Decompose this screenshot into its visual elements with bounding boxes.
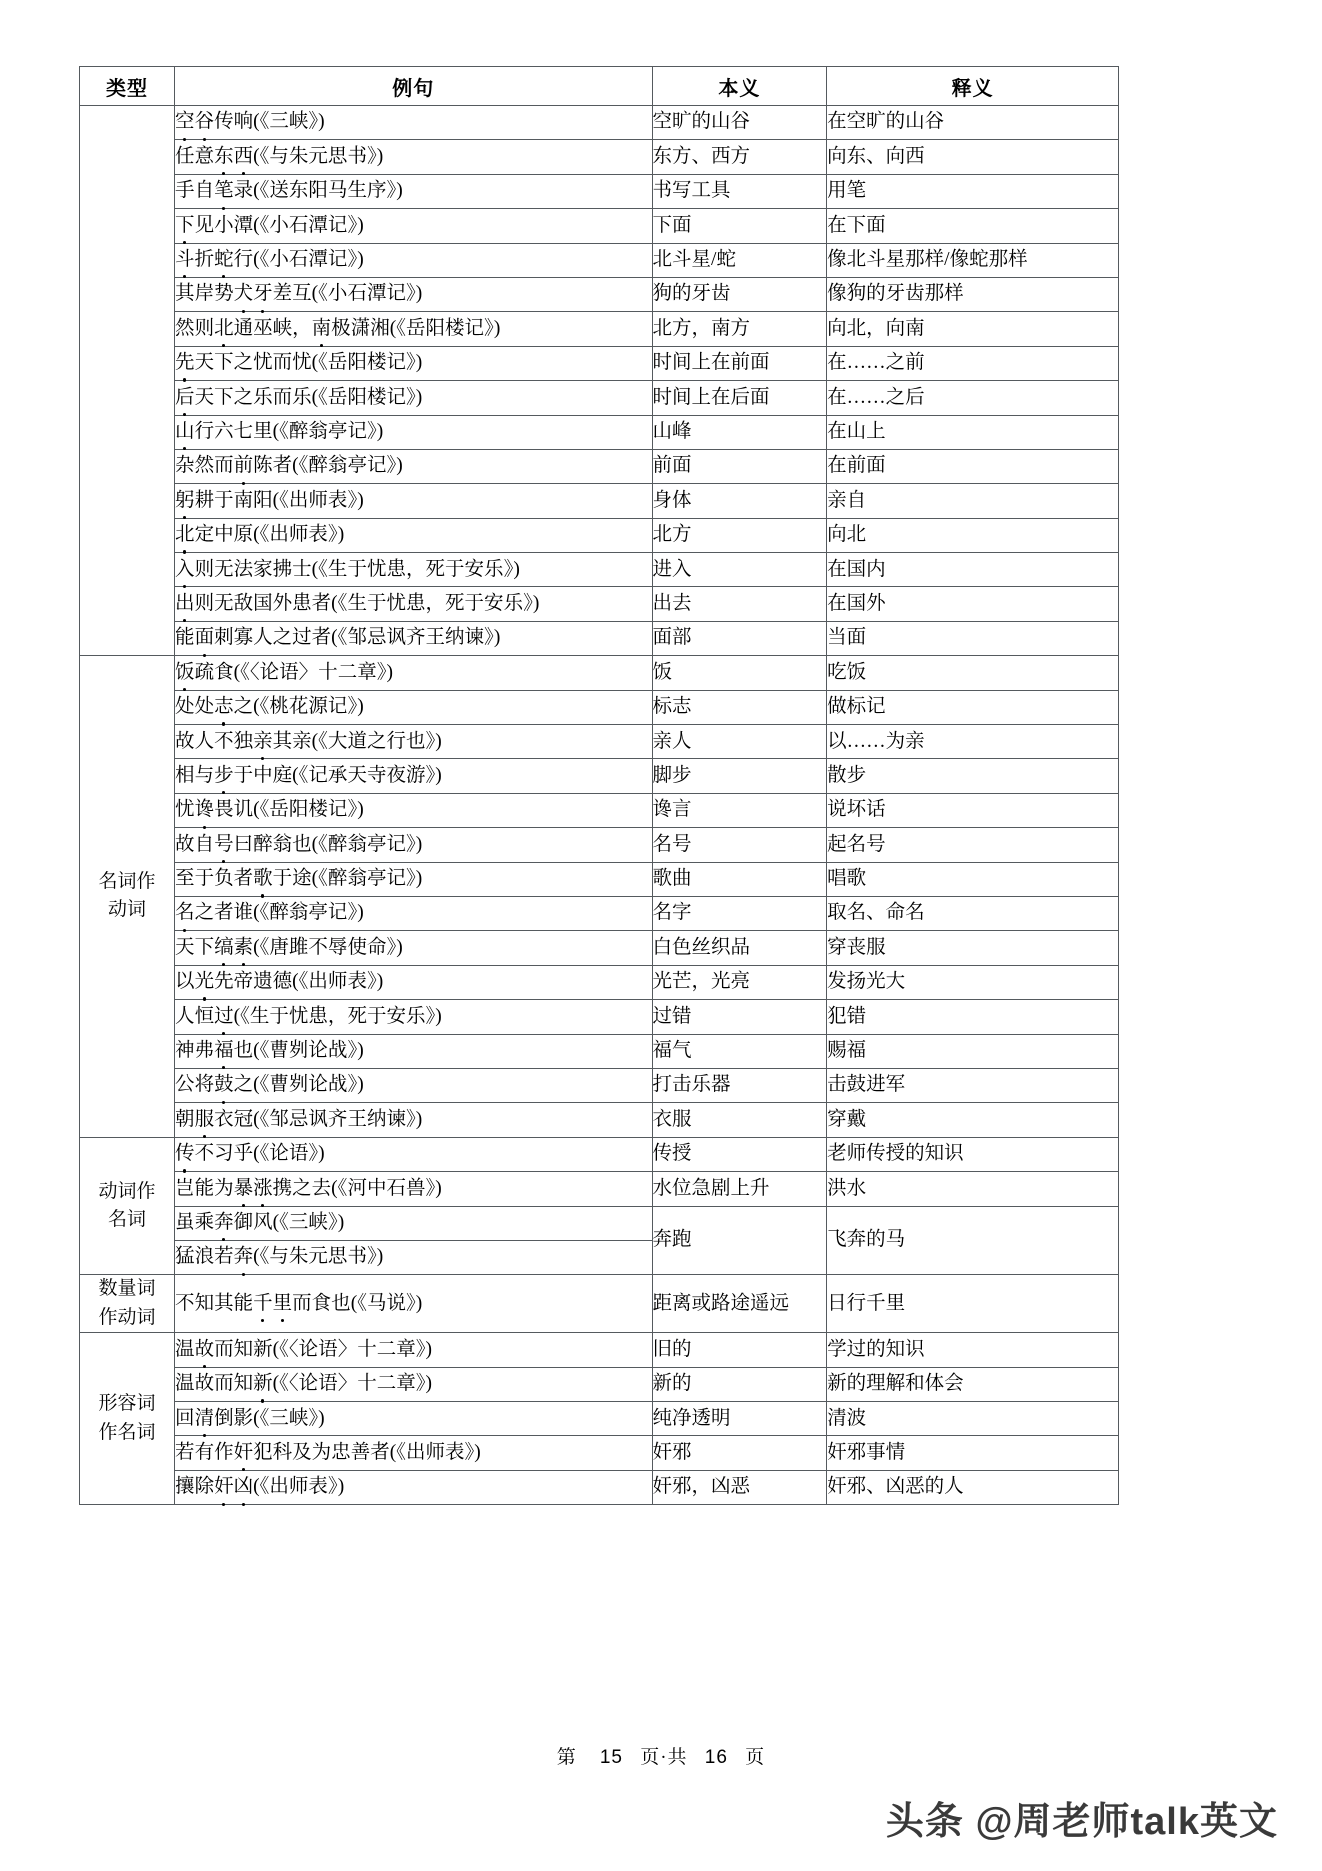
explanation-cell: 像狗的牙齿那样 [827, 277, 1119, 311]
table-row [80, 1402, 1119, 1436]
page-footer [0, 1742, 1322, 1769]
table-row [80, 1333, 1119, 1367]
explanation-cell: 奸邪、凶恶的人 [827, 1470, 1119, 1504]
table-row [80, 553, 1119, 587]
table-row [80, 106, 1119, 140]
table-row [80, 140, 1119, 174]
example-cell: 至于负者歌于途(《醉翁亭记》) [175, 862, 652, 896]
original-meaning-cell: 距离或路途遥远 [652, 1275, 827, 1333]
explanation-cell: 穿丧服 [827, 931, 1119, 965]
original-meaning-cell: 面部 [652, 621, 827, 655]
footer-total-pages: 16 [704, 1747, 728, 1768]
footer-prefix: 第 [556, 1747, 577, 1768]
original-meaning-cell: 进入 [652, 553, 827, 587]
explanation-cell: 唱歌 [827, 862, 1119, 896]
emphasis-dot-char: 出 [175, 592, 195, 614]
table-row [80, 1000, 1119, 1034]
emphasis-dot-char: 山 [175, 421, 195, 442]
example-cell: 躬耕于南阳(《出师表》) [175, 484, 652, 518]
emphasis-dot-char: 饭 [175, 661, 195, 683]
original-meaning-cell: 东方、西方 [652, 140, 827, 174]
type-label-line: 数量词 [98, 1278, 156, 1300]
original-meaning-cell: 北方，南方 [652, 312, 827, 346]
explanation-cell: 向北 [827, 518, 1119, 552]
emphasis-dot-char: 素 [233, 936, 254, 958]
emphasis-dot-char: 缟 [214, 936, 234, 958]
explanation-cell: 吃饭 [827, 656, 1119, 690]
emphasis-dot-char: 北 [175, 524, 195, 546]
emphasis-dot-char: 千 [253, 1292, 273, 1314]
table-row [80, 828, 1119, 862]
explanation-cell: 取名、命名 [827, 896, 1119, 930]
original-meaning-cell: 亲人 [652, 725, 827, 759]
table-row [80, 759, 1119, 793]
example-cell: 温故而知新(《〈论语〉十二章》) [175, 1333, 652, 1367]
example-cell: 然则北通巫峡，南极潇湘(《岳阳楼记》) [175, 312, 652, 346]
type-label-line: 作名词 [98, 1421, 156, 1443]
header-type: 类型 [80, 67, 175, 106]
example-cell: 以光先帝遗德(《出师表》) [175, 965, 652, 999]
example-cell: 北定中原(《出师表》) [175, 518, 652, 552]
emphasis-dot-char: 名 [175, 902, 195, 924]
original-meaning-cell: 饭 [652, 656, 827, 690]
example-cell: 回清倒影(《三峡》) [175, 1402, 652, 1436]
emphasis-dot-char: 牙 [253, 283, 273, 305]
header-original-meaning: 本义 [652, 67, 827, 106]
table-row [80, 346, 1119, 380]
explanation-cell: 犯错 [827, 1000, 1119, 1034]
example-cell: 温故而知新(《〈论语〉十二章》) [175, 1367, 652, 1401]
emphasis-dot-char: 鼓 [214, 1074, 234, 1096]
table-row [80, 1068, 1119, 1102]
example-cell: 猛浪若奔(《与朱元思书》) [175, 1240, 652, 1274]
original-meaning-cell: 北斗星/蛇 [652, 243, 827, 277]
original-meaning-cell: 新的 [652, 1367, 827, 1401]
explanation-cell: 奸邪事情 [827, 1436, 1119, 1470]
table-row [80, 277, 1119, 311]
original-meaning-cell: 旧的 [652, 1333, 827, 1367]
original-meaning-cell: 纯净透明 [652, 1402, 827, 1436]
explanation-cell: 在国内 [827, 553, 1119, 587]
table-row [80, 1172, 1119, 1206]
emphasis-dot-char: 福 [214, 1040, 234, 1062]
example-cell: 故自号曰醉翁也(《醉翁亭记》) [175, 828, 652, 862]
explanation-cell: 在空旷的山谷 [827, 106, 1119, 140]
type-label-line: 名词 [108, 1209, 147, 1230]
original-meaning-cell: 名号 [652, 828, 827, 862]
emphasis-dot-char: 过 [214, 1005, 234, 1027]
original-meaning-cell: 水位急剧上升 [652, 1172, 827, 1206]
example-cell: 山行六七里(《醉翁亭记》) [175, 415, 652, 449]
type-label-line: 名词作 [98, 870, 156, 892]
table-row [80, 484, 1119, 518]
table-row [80, 656, 1119, 690]
table-row [80, 1436, 1119, 1470]
emphasis-dot-char: 躬 [175, 489, 195, 511]
explanation-cell: 向东、向西 [827, 140, 1119, 174]
emphasis-dot-char: 传 [175, 1143, 195, 1165]
original-meaning-cell: 白色丝织品 [652, 931, 827, 965]
table-row [80, 1137, 1119, 1171]
example-cell: 手自笔录(《送东阳马生序》) [175, 174, 652, 208]
table-row [80, 793, 1119, 827]
explanation-cell: 说坏话 [827, 793, 1119, 827]
table-row [80, 1034, 1119, 1068]
header-explanation: 释义 [827, 67, 1119, 106]
example-cell: 先天下之忧而忧(《岳阳楼记》) [175, 346, 652, 380]
table-row [80, 1103, 1119, 1137]
explanation-cell: 清波 [827, 1402, 1119, 1436]
emphasis-dot-char: 笔 [214, 180, 234, 202]
example-cell: 天下缟素(《唐雎不辱使命》) [175, 931, 652, 965]
type-cell [80, 656, 175, 1137]
type-cell [80, 106, 175, 656]
emphasis-dot-char: 南 [311, 317, 332, 339]
example-cell: 传不习乎(《论语》) [175, 1137, 652, 1171]
explanation-cell: 日行千里 [827, 1275, 1119, 1333]
emphasis-dot-char: 下 [175, 214, 195, 236]
table-row [80, 931, 1119, 965]
explanation-cell: 赐福 [827, 1034, 1119, 1068]
emphasis-dot-char: 亲 [253, 730, 273, 752]
example-cell: 名之者谁(《醉翁亭记》) [175, 896, 652, 930]
explanation-cell: 在国外 [827, 587, 1119, 621]
emphasis-dot-char: 北 [214, 317, 234, 339]
example-cell: 斗折蛇行(《小石潭记》) [175, 243, 652, 277]
explanation-cell: 像北斗星那样/像蛇那样 [827, 243, 1119, 277]
table-row [80, 415, 1119, 449]
emphasis-dot-char: 奔 [214, 1211, 234, 1233]
footer-page-number: 15 [599, 1747, 623, 1768]
footer-middle: 页·共 [640, 1747, 688, 1768]
explanation-cell: 起名号 [827, 828, 1119, 862]
example-cell: 空谷传响(《三峡》) [175, 106, 652, 140]
example-cell: 杂然而前陈者(《醉翁亭记》) [175, 449, 652, 483]
header-row [80, 67, 1119, 106]
original-meaning-cell: 空旷的山谷 [652, 106, 827, 140]
explanation-cell: 向北，向南 [827, 312, 1119, 346]
header-example: 例句 [175, 67, 652, 106]
table-body [80, 106, 1119, 1505]
original-meaning-cell: 奸邪，凶恶 [652, 1470, 827, 1504]
original-meaning-cell: 出去 [652, 587, 827, 621]
example-cell: 故人不独亲其亲(《大道之行也》) [175, 725, 652, 759]
emphasis-dot-char: 奸 [214, 1476, 234, 1498]
emphasis-dot-char: 歌 [253, 868, 273, 890]
original-meaning-cell: 打击乐器 [652, 1068, 827, 1102]
table-row [80, 1470, 1119, 1504]
explanation-cell: 在……之后 [827, 381, 1119, 415]
emphasis-dot-char: 步 [214, 764, 234, 786]
explanation-cell: 在山上 [827, 415, 1119, 449]
emphasis-dot-char: 号 [214, 833, 234, 855]
word-usage-table [79, 66, 1119, 1505]
original-meaning-cell: 前面 [652, 449, 827, 483]
original-meaning-cell: 光芒，光亮 [652, 965, 827, 999]
emphasis-dot-char: 清 [194, 1407, 215, 1429]
emphasis-dot-char: 斗 [175, 249, 195, 271]
emphasis-dot-char: 凶 [233, 1476, 254, 1498]
original-meaning-cell: 北方 [652, 518, 827, 552]
explanation-cell: 新的理解和体会 [827, 1367, 1119, 1401]
original-meaning-cell: 衣服 [652, 1103, 827, 1137]
original-meaning-cell: 时间上在后面 [652, 381, 827, 415]
emphasis-dot-char: 暴 [233, 1177, 254, 1199]
emphasis-dot-char: 涨 [253, 1177, 273, 1199]
table-row [80, 965, 1119, 999]
emphasis-dot-char: 蛇 [214, 249, 234, 271]
example-cell: 公将鼓之(《曹刿论战》) [175, 1068, 652, 1102]
watermark: 头条 @周老师talk英文 [885, 1801, 1278, 1843]
explanation-cell: 在……之前 [827, 346, 1119, 380]
example-cell: 不知其能千里而食也(《马说》) [175, 1275, 652, 1333]
emphasis-dot-char: 面 [194, 627, 215, 649]
type-cell [80, 1333, 175, 1505]
example-cell: 下见小潭(《小石潭记》) [175, 209, 652, 243]
original-meaning-cell: 谗言 [652, 793, 827, 827]
table-row [80, 1367, 1119, 1401]
explanation-cell: 洪水 [827, 1172, 1119, 1206]
type-cell [80, 1137, 175, 1275]
original-meaning-cell: 福气 [652, 1034, 827, 1068]
explanation-cell: 用笔 [827, 174, 1119, 208]
table-row [80, 449, 1119, 483]
table-row [80, 896, 1119, 930]
explanation-cell: 在下面 [827, 209, 1119, 243]
example-cell: 其岸势犬牙差互(《小石潭记》) [175, 277, 652, 311]
original-meaning-cell: 标志 [652, 690, 827, 724]
example-cell: 任意东西(《与朱元思书》) [175, 140, 652, 174]
table-row [80, 621, 1119, 655]
emphasis-dot-char: 西 [233, 145, 254, 167]
example-cell: 出则无敌国外患者(《生于忧患，死于安乐》) [175, 587, 652, 621]
original-meaning-cell: 狗的牙齿 [652, 277, 827, 311]
original-meaning-cell: 山峰 [652, 415, 827, 449]
example-cell: 人恒过(《生于忧患，死于安乐》) [175, 1000, 652, 1034]
type-label-line: 形容词 [98, 1393, 156, 1415]
emphasis-dot-char: 奸 [233, 1441, 254, 1463]
original-meaning-cell: 身体 [652, 484, 827, 518]
explanation-cell: 做标记 [827, 690, 1119, 724]
example-cell: 朝服衣冠(《邹忌讽齐王纳谏》) [175, 1103, 652, 1137]
example-cell: 能面刺寡人之过者(《邹忌讽齐王纳谏》) [175, 621, 652, 655]
example-cell: 虽乘奔御风(《三峡》) [175, 1206, 652, 1240]
table-row [80, 174, 1119, 208]
original-meaning-cell: 名字 [652, 896, 827, 930]
table-row [80, 587, 1119, 621]
example-cell: 忧谗畏讥(《岳阳楼记》) [175, 793, 652, 827]
emphasis-dot-char: 光 [194, 971, 215, 993]
example-cell: 若有作奸犯科及为忠善者(《出师表》) [175, 1436, 652, 1470]
original-meaning-cell: 过错 [652, 1000, 827, 1034]
explanation-cell: 学过的知识 [827, 1333, 1119, 1367]
original-meaning-cell: 传授 [652, 1137, 827, 1171]
original-meaning-cell: 下面 [652, 209, 827, 243]
emphasis-dot-char: 前 [233, 455, 254, 477]
example-cell: 神弗福也(《曹刿论战》) [175, 1034, 652, 1068]
emphasis-dot-char: 里 [272, 1292, 293, 1314]
original-meaning-cell: 书写工具 [652, 174, 827, 208]
emphasis-dot-char: 故 [194, 1338, 215, 1360]
table-row [80, 381, 1119, 415]
original-meaning-cell: 奔跑 [652, 1206, 827, 1275]
type-cell [80, 1275, 175, 1333]
original-meaning-cell: 歌曲 [652, 862, 827, 896]
original-meaning-cell: 时间上在前面 [652, 346, 827, 380]
table-row [80, 209, 1119, 243]
emphasis-dot-char: 先 [175, 352, 195, 374]
table-row [80, 1275, 1119, 1333]
example-cell: 攘除奸凶(《出师表》) [175, 1470, 652, 1504]
example-cell: 后天下之乐而乐(《岳阳楼记》) [175, 381, 652, 415]
table-row [80, 690, 1119, 724]
emphasis-dot-char: 后 [175, 386, 195, 408]
table-row [80, 312, 1119, 346]
table-row [80, 1206, 1119, 1240]
explanation-cell: 击鼓进军 [827, 1068, 1119, 1102]
explanation-cell: 亲自 [827, 484, 1119, 518]
emphasis-dot-char: 服 [194, 1108, 215, 1130]
table-row [80, 862, 1119, 896]
example-cell: 相与步于中庭(《记承天寺夜游》) [175, 759, 652, 793]
original-meaning-cell: 脚步 [652, 759, 827, 793]
type-label-line: 动词作 [98, 1180, 156, 1202]
emphasis-dot-char: 新 [253, 1373, 273, 1395]
table-header [80, 67, 1119, 106]
emphasis-dot-char: 谗 [194, 799, 215, 821]
type-label-line: 动词 [108, 899, 147, 921]
type-label-line: 作动词 [98, 1306, 156, 1328]
explanation-cell: 在前面 [827, 449, 1119, 483]
table-row [80, 243, 1119, 277]
example-cell: 入则无法家拂士(《生于忧患，死于安乐》) [175, 553, 652, 587]
explanation-cell: 老师传授的知识 [827, 1137, 1119, 1171]
emphasis-dot-char: 空 [175, 111, 195, 133]
emphasis-dot-char: 谷 [194, 111, 215, 133]
emphasis-dot-char: 奔 [233, 1246, 254, 1268]
emphasis-dot-char: 犬 [233, 283, 254, 305]
table-row [80, 725, 1119, 759]
explanation-cell: 穿戴 [827, 1103, 1119, 1137]
explanation-cell: 散步 [827, 759, 1119, 793]
example-cell: 处处志之(《桃花源记》) [175, 690, 652, 724]
explanation-cell: 当面 [827, 621, 1119, 655]
example-cell: 饭疏食(《〈论语〉十二章》) [175, 656, 652, 690]
original-meaning-cell: 奸邪 [652, 1436, 827, 1470]
emphasis-dot-char: 志 [214, 696, 234, 718]
explanation-cell: 以……为亲 [827, 725, 1119, 759]
explanation-cell: 飞奔的马 [827, 1206, 1119, 1275]
table-row [80, 518, 1119, 552]
explanation-cell: 发扬光大 [827, 965, 1119, 999]
footer-suffix: 页 [745, 1747, 766, 1768]
emphasis-dot-char: 入 [175, 558, 195, 580]
example-cell: 岂能为暴涨携之去(《河中石兽》) [175, 1172, 652, 1206]
emphasis-dot-char: 东 [214, 145, 234, 167]
